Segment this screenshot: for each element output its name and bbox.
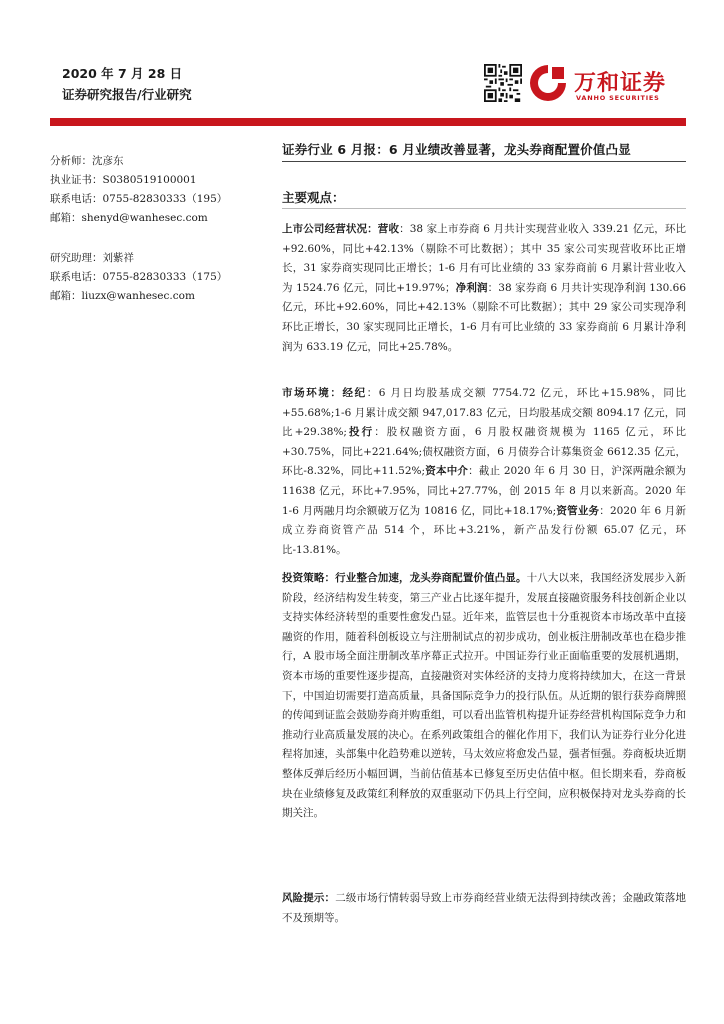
- paragraph-market-environment: [282, 384, 686, 560]
- brand-name-en: VANHO SECURITIES: [576, 94, 660, 102]
- paragraph-risk-warning: [282, 889, 686, 928]
- p3-text: 十八大以来，我国经济发展步入新阶段，经济结构发生转变，第三产业占比逐年提升，发展直接融资服务科技创新企业以支持实体经济转型的重要性愈发凸显。近年来，监管层也十分重视资本市场改革中直接融资的作用，随着科创板设立与注册制试点的初步成功，创业板注册制改革也在稳步推行，A 股市场全面注册制改革序幕正式拉开。中国证券行业正面临重要的发展机遇期，资本市场的重要性逐步提高，直接融资对实体经济的支持力度将持续加大，在这一背景下，中国迫切需要打造高质量，具备国际竞争力的投行队伍。从近期的银行获券商牌照的传闻到证监会鼓励券商并购重组，可以看出监管机构提升证券经营机构国际竞争力和推动行业高质量发展的决心。在系列政策组合的催化作用下，我们认为证券行业分化进程将加速，头部集中化趋势难以逆转，马太效应将愈发凸显，强者恒强。券商板块近期整体反弹后经历小幅回调，当前估值基本已修复至历史估值中枢。但长期来看，券商板块在业绩修复及政策红利释放的双重驱动下仍具上行空间，应积极保持对龙头券商的长期关注。: [282, 572, 687, 820]
- p3-lead: 投资策略：行业整合加速，龙头券商配置价值凸显。: [282, 572, 527, 584]
- p1-lead: 上市公司经营状况：: [282, 223, 378, 235]
- analyst-license: 执业证书：S0380519100001: [50, 174, 197, 186]
- header-divider: [50, 118, 686, 126]
- assistant-phone: 联系电话：0755-82830333（175）: [50, 271, 228, 283]
- paragraph-investment-strategy: [282, 569, 686, 824]
- p2-label-capital-intermediary: 资本中介: [425, 465, 469, 478]
- report-title: 证券行业 6 月报：6 月业绩改善显著，龙头券商配置价值凸显: [282, 142, 631, 157]
- paragraph-company-operations: [282, 220, 686, 357]
- assistant-email[interactable]: 邮箱：liuzx@wanhesec.com: [50, 290, 195, 302]
- p2-text-asset-management: ：2020 年 6 月新成立券商资管产品 514 个，环比+3.21%，新产品发行份额 65.07 亿元，环比-13.81%。: [282, 504, 686, 556]
- title-underline: [282, 161, 686, 162]
- p4-lead: 风险提示：: [282, 892, 336, 904]
- qr-code-icon: [484, 64, 522, 102]
- heading-underline: [282, 208, 686, 209]
- p4-text: 二级市场行情转弱导致上市券商经营业绩无法得到持续改善；金融政策落地不及预期等。: [282, 892, 687, 924]
- analyst-name: 分析师：沈彦东: [50, 155, 124, 167]
- report-type: 证券研究报告/行业研究: [62, 87, 192, 102]
- p2-text-brokerage: ：6 月日均股基成交额 7754.72 亿元，环比+15.98%，同比+55.68%;1-6 月累计成交额 947,017.83 亿元，日均股基成交额 8094.17 亿元，同比+29.38%;: [282, 387, 687, 439]
- analyst-info: [50, 152, 270, 306]
- p2-label-asset-management: 资管业务: [556, 504, 600, 517]
- p1-text-net-profit: ：38 家券商 6 月共计实现净利润 130.66 亿元，环比+92.60%，同比+42.13%（剔除不可比数据）；其中 29 家公司实现净利环比正增长，30 家实现同比正增长，1-6 月有可比业绩的 33 家券商前 6 月累计净利润为 633.19 亿元，同比+25.78%。: [282, 281, 686, 353]
- assistant-name: 研究助理：刘紫祥: [50, 252, 134, 264]
- p1-text-revenue: ：38 家上市券商 6 月共计实现营业收入 339.21 亿元，环比+92.60%，同比+42.13%（剔除不可比数据）；其中 35 家公司实现营收环比正增长，31 家券商实现同比正增长；1-6 月有可比业绩的 33 家券商前 6 月累计营业收入为 1524.76 亿元，同比+19.97%；: [282, 223, 687, 294]
- p1-label-revenue: 营收: [377, 223, 400, 235]
- p2-label-ib: 投行: [346, 426, 375, 439]
- main-points-heading: 主要观点：: [282, 190, 345, 205]
- vanho-logo-icon: [528, 63, 568, 103]
- analyst-email[interactable]: 邮箱：shenyd@wanhesec.com: [50, 212, 208, 224]
- brand-name-cn: 万和证券: [574, 71, 667, 96]
- p2-text-ib: ：股权融资方面，6 月股权融资规模为 1165 亿元，环比+30.75%，同比+221.64%;债权融资方面，6 月债券合计募集资金 6612.35 亿元，环比-8.32%，同比+11.52%;: [282, 426, 687, 478]
- p2-lead: 市场环境：: [282, 387, 343, 399]
- p1-label-net-profit: 净利润: [455, 281, 488, 294]
- p2-text-capital-intermediary: ：截止 2020 年 6 月 30 日，沪深两融余额为 11638 亿元，环比+7.95%，同比+27.77%，创 2015 年 8 月以来新高。2020 年 1-6 月两融月均余额破万亿为 10816 亿，同比+18.17%;: [282, 465, 686, 517]
- analyst-phone: 联系电话：0755-82830333（195）: [50, 193, 228, 205]
- p2-label-brokerage: 经纪: [342, 387, 367, 399]
- report-date: 2020 年 7 月 28 日: [62, 66, 183, 81]
